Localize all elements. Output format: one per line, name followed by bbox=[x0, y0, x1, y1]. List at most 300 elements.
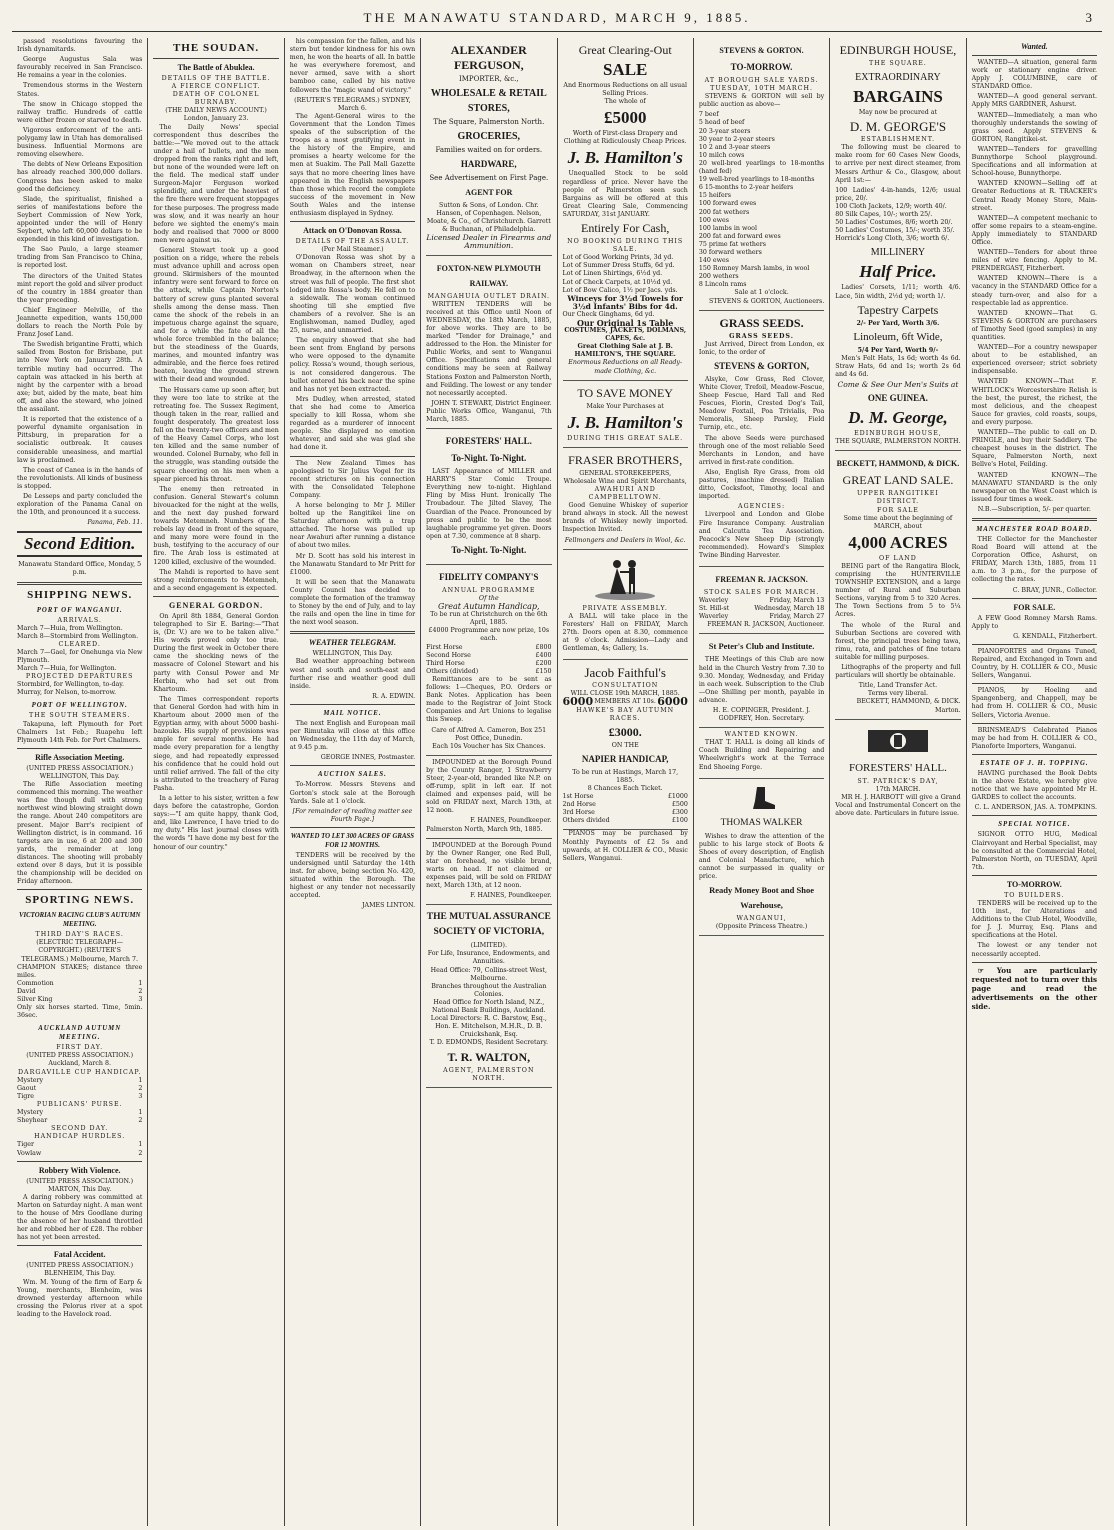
result-row bbox=[17, 1093, 142, 1101]
fraser-sub: GENERAL STOREKEEPERS, Wholesale Wine and Spirit Merchants, bbox=[563, 469, 687, 485]
stpeter-ad bbox=[699, 634, 824, 728]
wanted-known-text: THAT T. HALL is doing all kinds of Coach Building and Repairing and Wheelwright's work at the Terrace End Shoeing Forge. bbox=[698, 739, 825, 771]
placing: 2 bbox=[138, 1117, 143, 1125]
felt-hats: Men's Felt Hats, 1s 6d; worth 4s 6d. Straw Hats, 6d and 1s; worth 2s 6d and 4s 6d. bbox=[835, 354, 961, 378]
wanted-known-heading: WANTED KNOWN. bbox=[724, 731, 799, 739]
yards-line: AT BOROUGH SALE YARDS. bbox=[704, 77, 819, 84]
fraser-foot: Fellmongers and Dealers in Wool, &c. bbox=[564, 536, 686, 544]
dateline: Panama, Feb. 11. bbox=[87, 519, 143, 527]
stevens-heading: STEVENS & GORTON. bbox=[719, 46, 804, 55]
column-6 bbox=[694, 38, 830, 1526]
arrivals-label: ARRIVALS. bbox=[57, 616, 102, 624]
prize-amount: £1000 bbox=[667, 793, 688, 801]
stock-line: 10 milch cows bbox=[698, 151, 745, 159]
prize-label: 1st Horse bbox=[562, 793, 594, 801]
result-row bbox=[17, 1150, 142, 1158]
come-see: Come & See Our Men's Suits at bbox=[837, 380, 959, 390]
sale-word: SALE bbox=[602, 60, 648, 79]
champion-note: Only six horses started. Time, 5min. 36sec. bbox=[17, 1004, 143, 1020]
dancers-woodcut-icon bbox=[563, 553, 688, 605]
weather-heading: WEATHER TELEGRAM. bbox=[308, 638, 396, 648]
projected-line: Stormbird, for Wellington, to-day. bbox=[17, 681, 124, 689]
shipping-heading: SHIPPING NEWS. bbox=[27, 588, 133, 601]
brinsmead-ad: BRINSMEAD'S Celebrated Pianos may be had from H. COLLIER & CO., Pianoforte Importers, Wanganui. bbox=[971, 726, 1097, 750]
mutual-secretary: T. D. EDMONDS, Resident Secretary. bbox=[429, 1039, 548, 1047]
placing: 3 bbox=[138, 996, 143, 1003]
foresters-ad bbox=[426, 429, 551, 565]
prize-amount: £100 bbox=[671, 817, 688, 825]
litho-text: Lithographs of the property and full particulars will shortly be obtainable. bbox=[835, 664, 961, 680]
column-3 bbox=[285, 38, 421, 1526]
horse-name: Gaout bbox=[17, 1084, 37, 1092]
tapestry-heading: Tapestry Carpets bbox=[857, 302, 939, 317]
stock-line: 140 ewes bbox=[698, 257, 729, 265]
napier-run: To be run at Hastings, March 17, 1885. bbox=[572, 768, 679, 784]
consultation-ad bbox=[563, 660, 688, 830]
title-line: Title, Land Transfer Act. bbox=[858, 682, 938, 690]
linoleum-price: 5/4 Per Yard, Worth 9/- bbox=[857, 346, 939, 354]
corsets-line: Ladies' Corsets, 1/11; worth 4/6. Lace, 5in width, 2½d yd; worth 1/. bbox=[835, 284, 961, 300]
stock-line: 200 wethers bbox=[698, 273, 739, 281]
money-sub: Make Your Purchases at bbox=[586, 402, 664, 410]
during-line: DURING THIS GREAT SALE. bbox=[567, 434, 684, 442]
horse-name: Tigre bbox=[17, 1092, 34, 1100]
auckland-heading: AUCKLAND AUTUMN MEETING. bbox=[38, 1025, 122, 1042]
arrival-line: March 8—Stormbird from Wellington. bbox=[17, 632, 139, 640]
tonight-banner: To-Night. To-Night. bbox=[451, 544, 527, 555]
wanted-item: WANTED—Tenders for gravelling Bunnythorpe School playground. Specifications and all information at School-house, Bunnythorpe. bbox=[971, 145, 1097, 178]
private-assembly-ad bbox=[563, 550, 688, 661]
stock-line: 75 prime fat wethers bbox=[698, 240, 766, 248]
robbery-byline: (UNITED PRESS ASSOCIATION.) MARTON, This Day. bbox=[26, 1177, 134, 1193]
winceys-line: Winceys for 3½d Towels for 3½d Infants' Bibs for 4d. bbox=[567, 293, 683, 311]
news-paragraphs bbox=[17, 38, 142, 517]
money-heading: TO SAVE MONEY bbox=[577, 385, 673, 400]
details-heading: DETAILS OF THE BATTLE. bbox=[161, 75, 271, 82]
south-steamers-text: Takapuna, left Plymouth for Port Chalmers 1st Feb.; Ruapehu left Plymouth 14th Feb. for Port Chalmers. bbox=[17, 720, 143, 744]
stpeter-heading: St Peter's Club and Institute. bbox=[708, 641, 815, 652]
walker-opposite: (Opposite Princess Theatre.) bbox=[715, 923, 808, 931]
rifle-byline: (UNITED PRESS ASSOCIATION.) WELLINGTON, This Day. bbox=[26, 764, 134, 780]
weather-byline: WELLINGTON, This Day. bbox=[312, 650, 393, 658]
consultation-amount: £3000. bbox=[608, 724, 642, 739]
special-text: SIGNOR OTTO HUG, Medical Clairvoyant and Herbal Specialist, may be consulted at the Commercial Hotel, Palmerston North, on TUESDAY, April 7th. bbox=[971, 831, 1097, 871]
dm-house: EDINBURGH HOUSE, bbox=[854, 430, 942, 438]
price-line: Lot of Check Carpets, at 10½d yd. bbox=[562, 278, 673, 286]
of-land: OF LAND bbox=[879, 554, 917, 562]
agent-heading: AGENT FOR bbox=[465, 188, 513, 197]
placing: 3 bbox=[138, 1092, 143, 1100]
stock-line: 100 lambs in wool bbox=[698, 224, 757, 232]
placing: 2 bbox=[138, 1084, 143, 1092]
wanted-item: WANTED KNOWN—That G. STEVENS & GORTON are purchasers of Timothy Seed (good samples) in any quantities. bbox=[971, 309, 1097, 341]
mail-heading: MAIL NOTICE. bbox=[323, 709, 382, 717]
cup-handicap: DARGAVILLE CUP HANDICAP. bbox=[18, 1068, 142, 1076]
sale-place: St. Hill-st bbox=[698, 605, 730, 613]
impounded-date: Palmerston North, March 9th, 1885. bbox=[426, 825, 543, 833]
hamilton-text: Unequalled Stock to be sold regardless of price. Never have the people of Palmerston seen such Bargains as will be offered at this Great Clearing Sale, Commencing SATURDAY, 31st JANUARY. bbox=[562, 170, 688, 218]
stock-line: 8 Lincoln rams bbox=[698, 281, 747, 289]
edinburgh-heading: EDINBURGH HOUSE, bbox=[839, 43, 957, 57]
fidelity-address: Care of Alfred A. Cameron, Box 251 Post Office, Dunedin. bbox=[431, 726, 547, 742]
prize-label: Others (divided) bbox=[426, 667, 479, 675]
sporting-heading: SPORTING NEWS. bbox=[25, 894, 135, 907]
article-paragraph: General Stewart took up a good position on a ridge, where the rebels must advance uphill and across open ground. Skirmishers of the mounted infantry were sent forward to force on the attack, while Captain Norton's battery of screw guns planted several shells among the dense mass. Then came the shock of the rebels in an impetuous charge against the square, and for a while the fate of all the whole force trembled in the balance; but the steadiness of the Guards, marines, and mounted infantry was admirable, and the fierce foes retired beaten, leaving the ground strewn with their dead and wounded. bbox=[153, 246, 279, 384]
port-wellington: PORT OF WELLINGTON. bbox=[31, 702, 128, 710]
price-line: Lot of Summer Dress Stuffs, 6d yd. bbox=[562, 262, 675, 270]
fidelity-ad bbox=[426, 565, 551, 756]
placing: 1 bbox=[138, 1076, 143, 1084]
impounded-text: IMPOUNDED at the Borough Pound by the County Ranger, 1 Strawberry Steer, 2-year-old, branded like N.P. on off-rump, split in left ear. If not claimed and expenses paid, will be sold on FRIDAY next, March 13th, at 12 noon. bbox=[426, 758, 552, 815]
wanted-item: WANTED—A competent mechanic to offer some repairs to a steam-engine. Apply immediately to STANDARD Office. bbox=[971, 214, 1097, 246]
prize-row bbox=[426, 668, 551, 676]
forsale-heading: FOR SALE. bbox=[1013, 602, 1056, 612]
sale-sub: And Enormous Reductions on all usual Selling Prices. bbox=[563, 82, 687, 98]
grass-seeds-ad bbox=[699, 311, 824, 567]
wanted-let-text: TENDERS will be received by the undersigned until Saturday the 14th inst. for above, being section No. 420, situated within the Borough. The highest or any tender not necessarily accepted. bbox=[289, 851, 416, 900]
st-patrick-ad bbox=[835, 720, 960, 824]
horse-name: David bbox=[17, 987, 36, 995]
article-paragraph: The Daily News' special correspondent thus describes the battle:—"We moved out to the attack under a hail of bullets, and the men dropped from the ranks right and left, but none of the wounded were left on the field. The medical staff under Surgeon-Major Ferguson worked splendidly, and under the heaviest of the fire there were frequent stoppages for these purposes. The progress made was slow, and it was nearly an hour before we sighted the enemy's main body and realised that 7000 or 8000 men were against us. bbox=[153, 123, 279, 244]
page-number: 3 bbox=[1085, 10, 1092, 25]
estate-heading: ESTATE OF J. H. TOPPING. bbox=[980, 759, 1089, 767]
news-item: Tremendous storms in the Western States. bbox=[17, 82, 143, 98]
stevens-gorton-ad bbox=[699, 38, 824, 311]
bargain-line: Horrick's Long Cloth, 3/6; worth 6/. bbox=[835, 235, 950, 243]
stock-line: 100 forward ewes bbox=[698, 200, 757, 208]
column-4 bbox=[421, 38, 557, 1526]
fatal-text: Wm. M. Young of the firm of Earp & Young, merchants, Blenheim, was drowned yesterday afternoon while crossing the Pelorus river at a spot leading to the Havelock road. bbox=[17, 1278, 143, 1318]
placing: 1 bbox=[138, 979, 143, 987]
agent-list: Sutton & Sons, of London. Chr. Hansen, of Copenhagen. Nelson, Moate, & Co., of Christchurch. Garrett & Buchanan, of Philadelphia. bbox=[426, 202, 551, 234]
bargain-line: 100 Cloth Jackets, 12/9; worth 40/. bbox=[835, 202, 947, 210]
harbott-text: MR H. J. HARBOTT will give a Grand Vocal and Instrumental Concert on the above date. Particulars in future issue. bbox=[835, 793, 961, 817]
article-paragraph: In a letter to his sister, written a few days before the catastrophe, Gordon says:—"I am quite happy, thank God, and, like Lawrence, I have tried to do my duty." His last journal closes with the words "I have done my best for the honour of our country." bbox=[153, 794, 279, 851]
fierce-heading: A FIERCE CONFLICT. bbox=[171, 83, 261, 91]
fidelity-heading: FIDELITY COMPANY'S bbox=[439, 571, 539, 582]
drain-heading: MANGAHUIA OUTLET DRAIN. bbox=[427, 292, 551, 300]
sale-row bbox=[699, 597, 824, 605]
article-paragraph: The New Zealand Times has apologised to Sir Julius Vogel for its recent strictures on his connection with the Consolidated Telephone Company. bbox=[289, 459, 416, 499]
forsale-signature: G. KENDALL, Fitzherbert. bbox=[1013, 632, 1097, 640]
railway-ad bbox=[426, 256, 551, 430]
article-paragraph: The enquiry showed that she had been sent from England by persons who were opposed to the dynamite policy. Rossa's wound, though serious, is not considered dangerous. The bullet entered his back near the spine and has not yet been extracted. bbox=[289, 337, 416, 393]
fidelity-of: Of the bbox=[478, 595, 499, 602]
board-signature: C. BRAY, JUNR., Collector. bbox=[1012, 586, 1097, 594]
rossa-details: DETAILS OF THE ASSAULT. bbox=[295, 238, 410, 246]
fidelity-prize: £4000 Programme are now prize, 10s each. bbox=[428, 627, 550, 643]
prize-row bbox=[563, 817, 688, 825]
result-row bbox=[17, 1077, 142, 1085]
stock-line: 6 15-months to 2-year heifers bbox=[698, 184, 794, 192]
board-heading: MANCHESTER ROAD BOARD. bbox=[976, 525, 1093, 533]
ferguson-stores: WHOLESALE & RETAIL STORES, bbox=[430, 88, 547, 114]
prize-row bbox=[563, 801, 688, 809]
bargains: BARGAINS bbox=[853, 87, 943, 107]
groceries-note: Families waited on for orders. bbox=[435, 146, 543, 154]
prize-amount: £150 bbox=[535, 667, 552, 675]
agencies-text: Liverpool and London and Globe Fire Insurance Company. Australian and Calcutta Tea Association. Peacock's New Sheep Dip (strongly recommended). Howard's Simplex Twine Binding Harvester. bbox=[698, 511, 825, 559]
prize-row bbox=[563, 793, 688, 801]
cash-heading: Entirely For Cash, bbox=[581, 221, 670, 236]
clothing-line: Great Clothing Sale at J. B. HAMILTON'S, THE SQUARE. bbox=[574, 343, 676, 359]
horse-name: Mystery bbox=[17, 1076, 44, 1084]
george-name: D. M. GEORGE'S bbox=[849, 119, 947, 135]
stock-line: 5 head of beef bbox=[698, 119, 745, 127]
one-guinea: ONE GUINEA. bbox=[867, 393, 928, 404]
table-line: Our Original 1s Table bbox=[576, 317, 674, 328]
article-paragraph: The enemy then retreated in confusion. General Stewart's column bivouacked for the night at the wells, and the next day pushed forward towards Metemneh. Numbers of the rebels lay dead in front of the square, and many more were found in the bush, testifying to the accuracy of our fire. The Arab loss is estimated at 1200 killed, exclusive of the wounded. bbox=[153, 485, 279, 566]
south-steamers-label: THE SOUTH STEAMERS. bbox=[29, 712, 131, 720]
article-paragraph: O'Donovan Rossa was shot by a woman on Chambers street, near Broadway, in the afternoon when the street was full of people. The first shot lodged into Rossa's body. He fell on to a sidewalk. The woman continued shooting till she emptied five chambers of a revolver. She is an Englishwoman, named Dudley, aged 25, nurse, and unmarried. bbox=[289, 254, 416, 335]
grass-list: Alsyke, Cow Grass, Red Clover, White Clover, Trefoil, Meadow-Fescue, Sheep Fescue, Hard Tall and Red Fescues, Fiorin, Crested Dog's Tail, Meadow Foxtail, Poa Trivialis, Poa Nemoralis, Sheep Parsley, Field Turnip, etc., etc. bbox=[698, 375, 825, 432]
drain-text: WRITTEN TENDERS will be received at this Office until Noon of WEDNESDAY, the 18th March, 1885, for above works. They are to be marked "Tender for Drainage," and addressed to the Hon. the Minister for Public Works, and sent to Wanganui Office. Specifications and general conditions may be seen at Railway Stations Foxton and Palmerston North, and Feilding. The lowest or any tender not necessarily accepted. bbox=[426, 300, 552, 397]
notice-text: You are particularly requested not to turn over this page and read the advertisements on the other side. bbox=[971, 965, 1097, 1011]
costumes-line: COSTUMES, JACKETS, DOLMANS, CAPES, &c. bbox=[564, 327, 687, 343]
wanted-item: WANTED KNOWN—There is a vacancy in the STANDARD Office for a steady turn-over, and also for a respectable lad as apprentice. bbox=[971, 275, 1097, 307]
fidelity-sub: ANNUAL PROGRAMME bbox=[442, 586, 536, 594]
wanted-item: WANTED KNOWN—Selling off at Greater Reductions at R. TRACKER's Central Ready Money Store, Main-street. bbox=[971, 180, 1097, 212]
column-8 bbox=[967, 38, 1102, 1526]
groceries-heading: GROCERIES, bbox=[457, 131, 521, 142]
pointing-hand-icon: ☞ bbox=[977, 965, 997, 975]
prize-row bbox=[426, 652, 551, 660]
establishment: ESTABLISHMENT. bbox=[860, 136, 936, 144]
land-text-2: The whole of the Rural and Suburban Sections are covered with forest, the principal trees being tawa, rimu, rata, and patches of fine totara suitable for milling purposes. bbox=[835, 621, 961, 661]
result-row bbox=[17, 1117, 142, 1125]
hamilton-name: J. B. Hamilton's bbox=[567, 148, 683, 168]
check-line: Our Check Ginghams, 6d yd. bbox=[562, 310, 655, 318]
mutual-branch: Branches throughout the Australian Colonies. bbox=[431, 982, 547, 998]
walton-name: T. R. WALTON, bbox=[447, 1049, 531, 1064]
mail-text: The next English and European mail per Rimutaka will close at this office on Wednesday, the 11th day of March, at 9.45 p.m. bbox=[289, 719, 416, 752]
save-money-ad bbox=[563, 381, 688, 448]
cash-sub: NO BOOKING DURING THIS SALE. bbox=[567, 238, 684, 254]
column-1 bbox=[12, 38, 148, 1526]
freeman-heading: FREEMAN R. JACKSON. bbox=[715, 574, 808, 584]
prize-amount: £800 bbox=[535, 643, 552, 651]
rossa-byline: (Per Mail Steamer.) bbox=[321, 246, 384, 254]
grass-heading: GRASS SEEDS. bbox=[719, 315, 804, 330]
result-row bbox=[17, 988, 142, 996]
remainder-note: [For remainder of reading matter see Fourth Page.] bbox=[292, 807, 413, 823]
grass-also: Also, English Rye Grass, from old pastures, (machine dressed) Italian ditto, Cocksfoot, Timothy, local and imported. bbox=[698, 468, 825, 501]
builders-text: TENDERS will be received up to the 10th inst., for Alterations and Additions to the Club Hotel, Woodville, for J. J. Murray, Esq. Plans and specifications at the Hotel. bbox=[971, 899, 1097, 940]
prize-label: 3rd Horse bbox=[562, 809, 595, 817]
article-paragraph: It will be seen that the Manawatu County Council has decided to complete the formation of the tramway to Stoney by the end of July, and to lay the rails and open the line in time for the next wool season. bbox=[289, 578, 416, 627]
placing: 1 bbox=[138, 1109, 143, 1117]
tomorrow-heading: TO-MORROW. bbox=[1006, 879, 1062, 889]
price-line: Lot of Linen Shirtings, 6½d yd. bbox=[562, 270, 663, 278]
reuters-stamp: (REUTER'S TELEGRAMS.) SYDNEY, March 6. bbox=[294, 96, 411, 112]
weather-text: Bad weather approaching between west and south and south-east and further rise and weather good dull inside. bbox=[289, 658, 416, 690]
article-paragraph: On April 8th 1884, General Gordon telegraphed to Sir E. Baring:—"That is, (Dr. V.) are we to be taken alive." His words proved only too true. During the first week in October there came the shocking news of the massacre of Colonel Stewart and his party with Consul Power and Mr Herbin, who had set out from Khartoum. bbox=[153, 612, 279, 693]
edinburgh-ad bbox=[835, 38, 960, 451]
rifle-heading: Rifle Association Meeting. bbox=[35, 752, 125, 762]
stock-line: 150 Romney Marsh lambs, in wool bbox=[698, 265, 810, 273]
land-sub: UPPER RANGITIKEI DISTRICT. bbox=[856, 490, 939, 506]
projected-line: Murray, for Nelson, to-morrow. bbox=[17, 689, 117, 697]
cleared-line: March 7—Gael, for Onehunga via New Plymouth. bbox=[17, 648, 143, 664]
stpeter-text: THE Meetings of this Club are now held in the Church Vestry from 7.30 to 9.30. Monday, Wednesday, and Friday in each week. Subscription to the Club—One Shilling per month, payable in advance. bbox=[698, 656, 825, 704]
walker-ad bbox=[699, 779, 824, 937]
mutual-directors: Local Directors: R. C. Barstow, Esq., Hon. E. Mitchelson, M.H.R., D. B. Cruickshank, Esq. bbox=[430, 1015, 547, 1039]
news-item: The Sao Paulo, a large steamer trading from San Francisco to China, is reported lost. bbox=[17, 246, 143, 270]
prize-row bbox=[563, 809, 688, 817]
news-item: passed resolutions favouring the Irish dynamitards. bbox=[17, 38, 143, 54]
ready-money: Ready Money Boot and Shoe Warehouse, bbox=[709, 885, 814, 911]
agencies-heading: AGENCIES: bbox=[738, 503, 786, 511]
mutual-limited: (LIMITED). bbox=[470, 942, 507, 950]
wanted-item: WANTED—For a country newspaper about to be established, an experienced overseer; strict sobriety indispensable. bbox=[971, 344, 1097, 376]
horse-name: Commotion bbox=[17, 979, 54, 987]
wanted-item: WANTED—The public to call on D. PRINGLE, and buy their Saddlery. The cheapest houses in the district. The Square, Palmerston North, next Bellve's Hotel, Feilding. bbox=[971, 429, 1097, 469]
publicans-purse: PUBLICANS' PURSE. bbox=[36, 1100, 123, 1108]
grass-note: The above Seeds were purchased through one of the most reliable Seed Merchants in London, and have arrived in first-rate condition. bbox=[698, 434, 825, 466]
bargain-line: 50 Ladies' Costumes, 15/-; worth 35/. bbox=[835, 227, 955, 235]
tomorrow-heading: TO-MORROW. bbox=[730, 62, 793, 72]
sale-day: Friday, March 27 bbox=[769, 613, 825, 621]
harp-woodcut-icon bbox=[835, 723, 960, 759]
boot-woodcut-icon bbox=[699, 782, 824, 814]
members-label: MEMBERS AT 10s. bbox=[594, 698, 656, 706]
news-item: De Lesseps and party concluded the exploration of the Panama Canal on the 10th, and pronounced it a success. bbox=[17, 492, 143, 517]
fidelity-each: Each 10s Voucher has Six Chances. bbox=[432, 742, 546, 750]
news-item: The coast of Canea is in the hands of the revolutionists. All kinds of business is stopped. bbox=[17, 466, 143, 490]
hardware-note: See Advertisement on First Page. bbox=[429, 174, 549, 182]
rossa-heading: Attack on O'Donovan Rossa. bbox=[303, 226, 402, 236]
mutual-for: For Life, Insurance, Endowments, and Annuities. bbox=[427, 950, 550, 966]
edinburgh-square: THE SQUARE. bbox=[869, 60, 927, 67]
news-item: The debts of New Orleans Exposition has already reached 300,000 dollars. Congress has been asked to make good the deficiency. bbox=[17, 161, 143, 193]
forsale-label: FOR SALE bbox=[876, 506, 919, 514]
prize-row bbox=[426, 660, 551, 668]
estate-text: HAVING purchased the Book Debts in the above Estate, we hereby give notice that we have appointed Mr H. GARDES to collect the accounts. bbox=[971, 769, 1097, 802]
fraser-ad bbox=[563, 448, 688, 550]
horse-name: Mystery bbox=[17, 1109, 44, 1117]
result-row bbox=[17, 1085, 142, 1093]
stock-line: 100 ewes bbox=[698, 216, 729, 224]
pianos-ad: PIANOS, by Hoeling and Spangenberg, and Chappell, may be had from H. COLLIER & CO., Music Sellers, Victoria Avenue. bbox=[971, 687, 1097, 719]
pianos-ad: PIANOS may be purchased by Monthly Payments of £2 5s and upwards, at H. COLLIER & CO., Music Sellers, Wanganui. bbox=[562, 830, 688, 862]
stock-line: 200 fat wethers bbox=[698, 208, 750, 216]
impounded-ad-2 bbox=[426, 839, 551, 906]
second-day: SECOND DAY. bbox=[51, 1125, 109, 1133]
ferguson-sub: IMPORTER, &c., bbox=[458, 75, 519, 83]
fraser-name: FRASER BROTHERS, bbox=[568, 452, 683, 467]
freeman-signature: FREEMAN R. JACKSON, Auctioneer. bbox=[707, 621, 825, 629]
result-row bbox=[17, 996, 142, 1004]
railway-heading: FOXTON-NEW PLYMOUTH RAILWAY. bbox=[436, 263, 541, 288]
sale-amount: £5000 bbox=[603, 108, 647, 128]
news-item: Vigorous enforcement of the anti-polygamy law in Utah has demoralised business. Influential Mormons are removing elsewhere. bbox=[17, 126, 143, 159]
estate-signature: C. L. ANDERSON, JAS. A. TOMPKINS. bbox=[974, 804, 1097, 812]
special-heading: SPECIAL NOTICE. bbox=[998, 821, 1071, 829]
pianofortes-ad: PIANOFORTES and Organs Tuned, Repaired, and Exchanged in Town and Country, by H. COLLIER & CO., Music Sellers, Wanganui. bbox=[971, 647, 1097, 680]
stock-line: 7 beef bbox=[698, 111, 719, 119]
cleared-label: CLEARED. bbox=[58, 640, 101, 648]
placing: 2 bbox=[138, 1149, 143, 1157]
wanted-known-ad bbox=[699, 728, 824, 778]
prize-label: Others divided bbox=[562, 817, 610, 825]
members-count: 6000 bbox=[562, 695, 594, 709]
builders-note: The lowest or any tender not necessarily accepted. bbox=[971, 942, 1097, 958]
horse-name: Vowlaw bbox=[17, 1149, 42, 1157]
extraordinary: EXTRAORDINARY bbox=[855, 72, 941, 84]
hamilton-sale-ad bbox=[563, 38, 688, 381]
patrick-day: ST. PATRICK'S DAY, bbox=[857, 777, 939, 785]
sale-headline: Great Clearing-Out bbox=[578, 43, 672, 57]
stock-line: 30 year to 2-year steers bbox=[698, 135, 775, 143]
forsale-text: A FEW Good Romney Marsh Rams. Apply to bbox=[971, 614, 1097, 630]
mutual-heading: THE MUTUAL ASSURANCE SOCIETY OF VICTORIA, bbox=[426, 912, 551, 938]
stock-line: 19 well-bred yearlings to 18-months bbox=[698, 176, 815, 184]
ferguson-name: ALEXANDER FERGUSON, bbox=[450, 43, 527, 72]
news-item: The Swedish brigantine Fratti, which sailed from Boston for Brisbane, put into New York on January 28th. A terrible mutiny had occurred. The captain was attacked in his berth at night by the carpenter with a broad axe; but, aided by the mate, beat him off, and also the steward, who joined the assailant. bbox=[17, 341, 143, 414]
article-paragraph: The Agent-General wires to the Government that the London Times speaks of the subscription of the troops as a most gratifying event in the history of the Empire, and promises a hearty welcome for the men at Suakim. The Pall Mall Gazette says that no more cheering lines have appeared in the English newspapers than those which record the complete success of the movement in New South Wales and the intense enthusiasm displayed in Sydney. bbox=[289, 112, 416, 217]
bargain-line: 100 Ladies' 4-in-hands, 12/6; usual price, 20/. bbox=[835, 186, 961, 202]
prize-amount: £500 bbox=[671, 801, 688, 809]
soudan-heading: THE SOUDAN. bbox=[172, 42, 260, 54]
sale-amount-text: Worth of First-class Drapery and Clothing at Ridiculously Cheap Prices. bbox=[563, 130, 687, 146]
auckland-byline: (UNITED PRESS ASSOCIATION.) Auckland, March 8. bbox=[26, 1052, 134, 1068]
horse-name: Silver King bbox=[17, 996, 53, 1003]
second-edition-heading: Second Edition. bbox=[17, 531, 142, 557]
sale-row bbox=[699, 613, 824, 621]
prize-label: First Horse bbox=[426, 643, 463, 651]
impounded-signature: F. HAINES, Poundkeeper. bbox=[470, 892, 552, 900]
mutual-office: Head Office: 79, Collins-street West, Melbourne. bbox=[430, 966, 547, 982]
half-price: Half Price. bbox=[859, 262, 937, 282]
port-wanganui: PORT OF WANGANUI. bbox=[36, 606, 123, 614]
foresters-hall: FORESTERS' HALL. bbox=[848, 761, 947, 774]
auction-text: To-Morrow. Messrs Stevens and Gorton's stock sale at the Borough Yards. Sale at 1 o'clock. bbox=[289, 781, 416, 805]
wanted-item: WANTED—A situation, general farm work or stationary engine driver. Apply J. COLUMBINE, care of STANDARD Office. bbox=[971, 59, 1097, 91]
closes-line: WILL CLOSE 19th MARCH, 1885. bbox=[570, 690, 680, 698]
licensed-dealer: Licensed Dealer in Firearms and Ammunition. bbox=[426, 233, 552, 251]
robbery-heading: Robbery With Violence. bbox=[38, 1165, 121, 1175]
article-paragraph: The Times correspondent reports that General Gordon had with him in Khartoum about 2000 men of the Egyptian army, with about 5000 bashi-bazouks. His supply of provisions was ample for several months. He had made every preparation for a lengthy siege, and had repeatedly expressed his confidence that he could hold out until relief arrived. The fall of the city is attributed to the treachery of Farag Pasha. bbox=[153, 695, 279, 792]
grass-firm: STEVENS & GORTON, bbox=[714, 360, 809, 371]
wanted-item: WANTED KNOWN—The MANAWATU STANDARD is the only newspaper on the West Coast which is issued four times a week. bbox=[971, 471, 1097, 503]
prize-amount: £400 bbox=[535, 651, 552, 659]
walker-name: THOMAS WALKER bbox=[720, 817, 803, 828]
foresters-heading: FORESTERS' HALL. bbox=[445, 436, 532, 447]
sale-date: TUESDAY, 10TH MARCH. bbox=[710, 85, 813, 93]
grass-heading-2: GRASS SEEDS. bbox=[729, 332, 794, 340]
soudan-byline: (THE DAILY NEWS ACCOUNT.) London, January 23. bbox=[165, 107, 267, 123]
sale-day: Friday, March 13 bbox=[769, 597, 825, 605]
dm-george: D. M. George, bbox=[848, 408, 948, 428]
result-row bbox=[17, 1141, 142, 1149]
freeman-ad bbox=[699, 567, 824, 634]
enormous-line: Enormous Reductions on all Ready-made Clothing, &c. bbox=[568, 359, 683, 375]
stock-line: 20 3-year steers bbox=[698, 127, 751, 135]
millinery: MILLINERY bbox=[870, 247, 926, 259]
fraser-place: AWAHURI AND CAMPBELLTOWN. bbox=[588, 486, 662, 502]
ferguson-address: The Square, Palmerston North. bbox=[433, 118, 545, 126]
article-paragraph: his compassion for the fallen, and his stern but tender kindness for his own men, he won the hearts of all. In battle he was everywhere foremost, and never armed, save with a short bamboo cane, called by his native followers the "magic wand of victory." bbox=[289, 38, 416, 94]
land-sale-ad bbox=[835, 451, 960, 719]
grass-text: Just Arrived, Direct from London, ex Ionic, to the order of bbox=[698, 340, 825, 356]
stpeter-signature: H. E. COPINGER, President. J. GODFREY, Hon. Secretary. bbox=[712, 707, 811, 723]
news-item: Slade, the spiritualist, finished a series of manifestations before the Seybert Commission of New York, appointed under the will of Henry Seybert, who left 60,000 dollars to be expended in this kind of investigation. bbox=[17, 195, 143, 244]
prize-amount: £300 bbox=[671, 809, 688, 817]
ferguson-ad bbox=[426, 38, 551, 256]
stock-line: 15 heifers bbox=[698, 192, 731, 200]
acres: 4,000 ACRES bbox=[848, 532, 948, 552]
wanted-let-signature: JAMES LINTON. bbox=[362, 902, 416, 910]
